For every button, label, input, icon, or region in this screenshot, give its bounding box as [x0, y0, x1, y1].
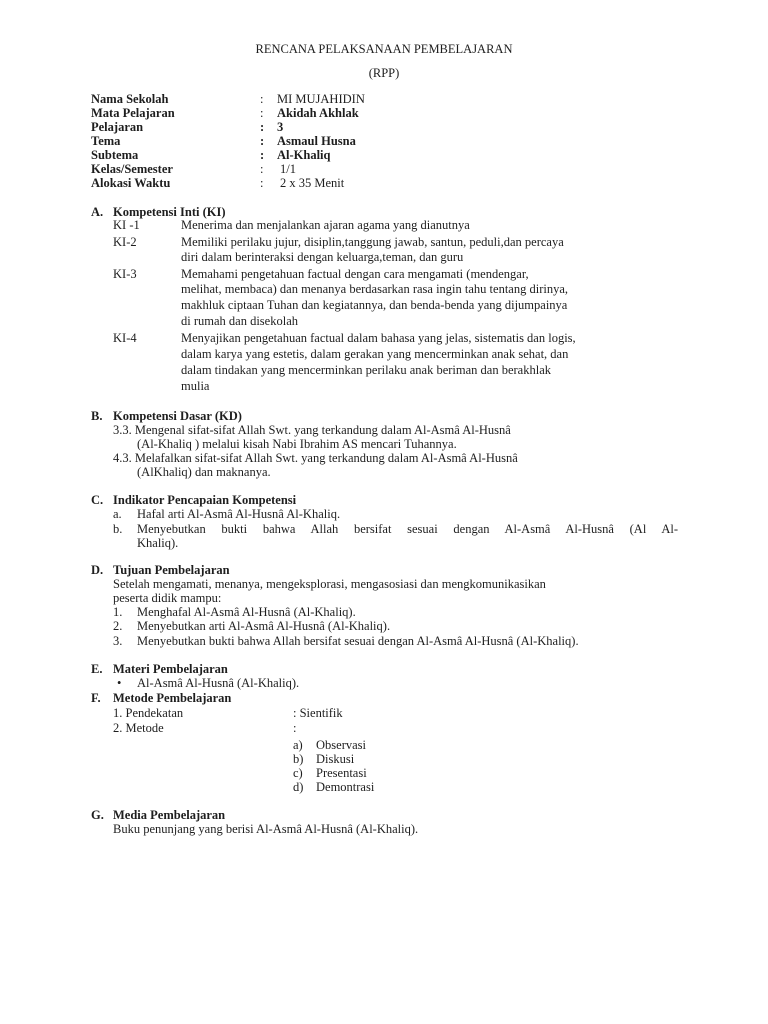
ki-text: melihat, membaca) dan menanya berdasarkan rasa ingin tahu tentang dirinya,: [181, 282, 568, 296]
kd-text: (Al-Khaliq ) melalui kisah Nabi Ibrahim AS mencari Tuhannya.: [137, 437, 457, 451]
identity-label: Kelas/Semester: [91, 162, 173, 176]
identity-value: 2 x 35 Menit: [280, 176, 345, 190]
section-heading: Tujuan Pembelajaran: [113, 563, 230, 577]
identity-label: Subtema: [91, 148, 139, 162]
section-letter: C.: [91, 493, 104, 507]
method-row-value: :: [293, 721, 297, 735]
ki-text: mulia: [181, 379, 210, 393]
ki-text: Menerima dan menjalankan ajaran agama yang dianutnya: [181, 218, 470, 232]
ki-code: KI -1: [113, 218, 140, 232]
method-text: Demontrasi: [316, 780, 375, 794]
indicator-text: Menyebutkan bukti bahwa Allah bersifat sesuai dengan Al-Asmâ Al-Husnâ (Al Al-: [137, 522, 678, 536]
document-title: RENCANA PELAKSANAAN PEMBELAJARAN: [255, 42, 513, 56]
intro-text: peserta didik mampu:: [113, 591, 222, 605]
identity-label: Tema: [91, 134, 121, 148]
section-letter: G.: [91, 808, 104, 822]
identity-colon: :: [260, 106, 264, 120]
materi-text: Al-Asmâ Al-Husnâ (Al-Khaliq).: [137, 676, 300, 690]
section-letter: B.: [91, 409, 103, 423]
goal-mark: 2.: [113, 619, 123, 633]
indicator-mark: a.: [113, 507, 122, 521]
section-heading: Kompetensi Dasar (KD): [113, 409, 242, 423]
method-row-label: 2. Metode: [113, 721, 164, 735]
identity-colon: :: [260, 120, 265, 134]
identity-value: 1/1: [280, 162, 296, 176]
identity-label: Alokasi Waktu: [91, 176, 171, 190]
ki-text: Menyajikan pengetahuan factual dalam bahasa yang jelas, sistematis dan logis,: [181, 331, 576, 345]
goal-text: Menyebutkan bukti bahwa Allah bersifat sesuai dengan Al-Asmâ Al-Husnâ (Al-Khaliq).: [137, 634, 579, 648]
section-heading: Indikator Pencapaian Kompetensi: [113, 493, 297, 507]
goal-mark: 1.: [113, 605, 123, 619]
identity-colon: :: [260, 148, 265, 162]
identity-colon: :: [260, 92, 264, 106]
method-row-value: : Sientifik: [293, 706, 343, 720]
identity-colon: :: [260, 176, 264, 190]
ki-text: di rumah dan disekolah: [181, 314, 298, 328]
method-text: Diskusi: [316, 752, 355, 766]
ki-text: Memiliki perilaku jujur, disiplin,tanggung jawab, santun, peduli,dan percaya: [181, 235, 564, 249]
goal-text: Menyebutkan arti Al-Asmâ Al-Husnâ (Al-Khaliq).: [137, 619, 391, 633]
indicator-mark: b.: [113, 522, 123, 536]
method-mark: d): [293, 780, 304, 794]
section-letter: F.: [91, 691, 101, 705]
section-heading: Metode Pembelajaran: [113, 691, 232, 705]
ki-text: dalam tindakan yang mencerminkan perilaku anak beriman dan berakhlak: [181, 363, 551, 377]
identity-value: Al-Khaliq: [277, 148, 331, 162]
method-row-label: 1. Pendekatan: [113, 706, 184, 720]
goal-text: Menghafal Al-Asmâ Al-Husnâ (Al-Khaliq).: [137, 605, 356, 619]
method-mark: a): [293, 738, 303, 752]
bullet-icon: •: [117, 676, 122, 690]
section-letter: D.: [91, 563, 104, 577]
identity-colon: :: [260, 162, 264, 176]
method-text: Presentasi: [316, 766, 367, 780]
section-heading: Kompetensi Inti (KI): [113, 205, 226, 219]
section-letter: E.: [91, 662, 103, 676]
identity-label: Pelajaran: [91, 120, 144, 134]
identity-label: Nama Sekolah: [91, 92, 169, 106]
method-mark: b): [293, 752, 304, 766]
kd-text: 4.3. Melafalkan sifat-sifat Allah Swt. yang terkandung dalam Al-Asmâ Al-Husnâ: [113, 451, 518, 465]
intro-text: Setelah mengamati, menanya, mengeksplorasi, mengasosiasi dan mengkomunikasikan: [113, 577, 546, 591]
method-mark: c): [293, 766, 303, 780]
ki-code: KI-3: [113, 267, 137, 281]
media-text: Buku penunjang yang berisi Al-Asmâ Al-Husnâ (Al-Khaliq).: [113, 822, 419, 836]
ki-text: makhluk ciptaan Tuhan dan kegiatannya, dan benda-benda yang dijumpainya: [181, 298, 568, 312]
ki-text: Memahami pengetahuan factual dengan cara mengamati (mendengar,: [181, 267, 529, 281]
kd-text: (AlKhaliq) dan maknanya.: [137, 465, 271, 479]
goal-mark: 3.: [113, 634, 123, 648]
identity-label: Mata Pelajaran: [91, 106, 175, 120]
identity-value: MI MUJAHIDIN: [277, 92, 365, 106]
ki-code: KI-4: [113, 331, 137, 345]
ki-code: KI-2: [113, 235, 137, 249]
ki-text: dalam karya yang estetis, dalam gerakan yang mencerminkan anak sehat, dan: [181, 347, 569, 361]
identity-value: Akidah Akhlak: [277, 106, 359, 120]
kd-text: 3.3. Mengenal sifat-sifat Allah Swt. yang terkandung dalam Al-Asmâ Al-Husnâ: [113, 423, 511, 437]
identity-value: Asmaul Husna: [277, 134, 356, 148]
section-heading: Media Pembelajaran: [113, 808, 226, 822]
method-text: Observasi: [316, 738, 366, 752]
identity-value: 3: [277, 120, 284, 134]
indicator-text: Khaliq).: [137, 536, 179, 550]
identity-colon: :: [260, 134, 265, 148]
indicator-text: Hafal arti Al-Asmâ Al-Husnâ Al-Khaliq.: [137, 507, 341, 521]
section-letter: A.: [91, 205, 104, 219]
ki-text: diri dalam berinteraksi dengan keluarga,teman, dan guru: [181, 250, 464, 264]
document-subtitle: (RPP): [368, 66, 400, 80]
section-heading: Materi Pembelajaran: [113, 662, 228, 676]
